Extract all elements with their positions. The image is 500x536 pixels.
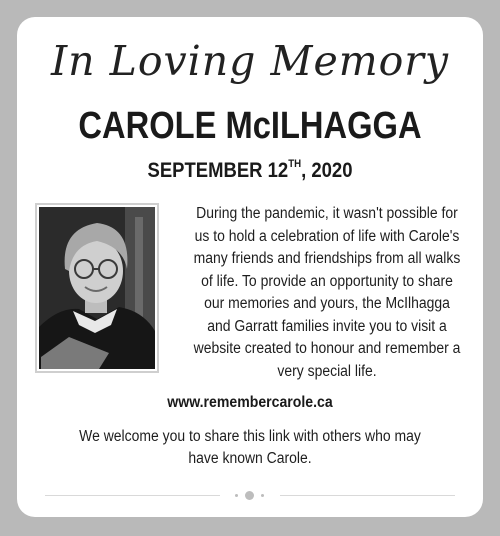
portrait-photo (35, 203, 159, 373)
memorial-date (45, 159, 455, 183)
memorial-card (17, 17, 483, 517)
deceased-name: CAROLE McILHAGGA (78, 105, 422, 147)
divider-dot-center (245, 491, 254, 500)
divider-line-right (280, 495, 455, 496)
divider-line-left (45, 495, 220, 496)
divider-dot-small-right (261, 494, 264, 497)
divider-dot-small-left (235, 494, 238, 497)
portrait-image (39, 207, 155, 369)
closing-text: We welcome you to share this link with others who may have known Carole. (79, 428, 421, 467)
website-link[interactable]: www.remembercarole.ca (167, 394, 333, 411)
decorative-divider (45, 490, 455, 502)
date-suffix: TH (288, 158, 302, 170)
notice-body: During the pandemic, it wasn't possible for us to hold a celebration of life with Carole's many friends and friendships from all walks of life. To provide an opportunity to share our memories and yours, the McIlhagga and Garratt families invite you to visit a website created to honour and remember a very special life. (193, 205, 461, 380)
date-year: , 2020 (301, 159, 353, 182)
date-main: SEPTEMBER 12 (147, 159, 289, 182)
heading: In Loving Memory (50, 37, 450, 85)
